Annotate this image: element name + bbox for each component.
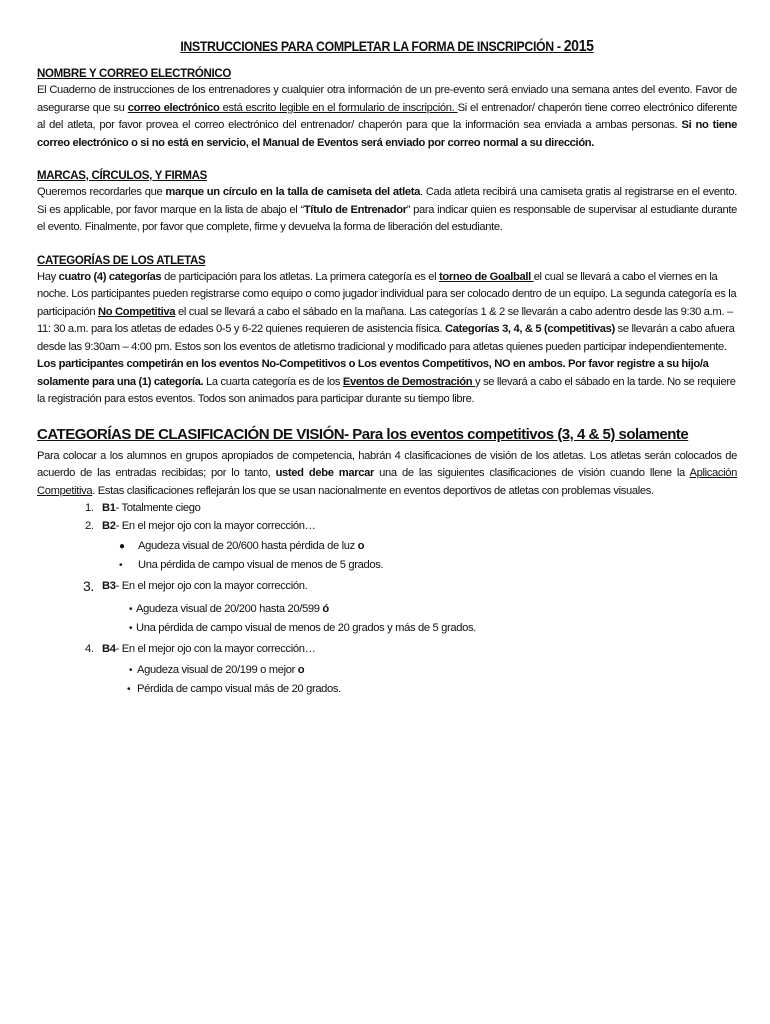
bullet-icon: ●	[119, 541, 125, 552]
bullet-list	[37, 537, 737, 575]
list-item	[37, 578, 737, 596]
bullet-item	[37, 537, 737, 556]
section-paragraph	[37, 448, 737, 501]
class-code: B1	[102, 502, 116, 514]
text-run: El Cuaderno de instrucciones de los entrenadores y cualquier otra información de un pre-evento será enviado una semana antes del evento. Favor de asegurarse que su	[37, 84, 737, 114]
bullet-item	[37, 680, 737, 699]
text-run: . Cada atleta recibirá una camiseta gratis al registrarse en el evento. Si es applicable, por favor marque en la lista de abajo el “	[37, 186, 737, 216]
bullet-text: Pérdida de campo visual más de 20 grados.	[137, 683, 341, 695]
bullet-item	[37, 600, 737, 619]
bullet-list	[37, 661, 737, 699]
text-run-bold: Si no tiene correo electrónico o si no está en servicio, el Manual de Eventos será enviado por correo normal a su dirección.	[37, 119, 737, 149]
bullet-text: Una pérdida de campo visual de menos de 20 grados y más de 5 grados.	[136, 621, 477, 634]
bullet-text-bold: o	[357, 540, 365, 552]
bullet-text: Agudeza visual de 20/200 hasta 20/599	[136, 602, 323, 615]
list-number: 3.	[83, 578, 94, 594]
section-paragraph	[37, 269, 737, 409]
text-run: Hay	[37, 270, 59, 283]
class-description: - En el mejor ojo con la mayor corrección.	[115, 580, 308, 592]
text-run-bold-underline: correo electrónico	[127, 101, 220, 114]
bullet-icon: •	[127, 684, 131, 695]
text-run: La cuarta categoría es de los	[203, 375, 343, 388]
text-run: se llevarán a cabo afuera desde las 9:30am – 4:00 pm. Estos son los eventos de atletismo tradicional y modificado para atletas quienes pueden participar independientemente.	[37, 323, 735, 353]
classification-list	[37, 500, 737, 699]
class-description: - En el mejor ojo con la mayor corrección…	[115, 519, 316, 532]
bullet-icon: •	[119, 560, 123, 571]
list-number: 4.	[85, 642, 94, 655]
text-run: una de las siguientes clasificaciones de visión cuando llene la	[373, 467, 690, 479]
text-run-bold-underline: torneo de Goalball	[439, 270, 534, 283]
section-heading: CATEGORÍAS DE LOS ATLETAS	[37, 254, 206, 267]
bullet-text: Agudeza visual de 20/199 o mejor	[137, 664, 298, 676]
section-heading: NOMBRE Y CORREO ELECTRÓNICO	[37, 68, 232, 80]
class-code: B2	[102, 519, 116, 532]
section-heading: MARCAS, CÍRCULOS, Y FIRMAS	[37, 170, 208, 182]
text-run: de participación para los atletas. La primera categoría es el	[161, 270, 440, 283]
text-run-bold: marque un círculo en la talla de camiseta del atleta	[165, 186, 420, 198]
title-text: INSTRUCCIONES PARA COMPLETAR LA FORMA DE INSCRIPCIÓN -	[180, 38, 561, 54]
bullet-icon: •	[129, 665, 133, 676]
bullet-text-bold: ó	[322, 602, 329, 615]
text-run: y se llevará a cabo el sábado en la tarde. No se requiere la registración para estos eventos. Todos son animados para participar durante su tiempo libre.	[37, 375, 736, 405]
text-run: ” para indicar quien es responsable de supervisar al estudiante durante el evento. Finalmente, por favor que complete, firme y devuelva la forma de liberación del estudiante.	[37, 203, 737, 233]
text-run-underline: está escrito legible en el formulario de inscripción.	[219, 101, 458, 114]
bullet-text-bold: o	[297, 664, 305, 676]
text-run: Queremos recordarles que	[37, 186, 166, 198]
document-page	[37, 38, 737, 699]
text-run-bold: usted debe marcar	[275, 467, 374, 479]
text-run-bold-underline: Eventos de Demostración	[342, 375, 476, 388]
text-run-underline: Aplicación Competitiva	[37, 467, 737, 497]
text-run-bold-underline: No Competitiva	[98, 305, 176, 318]
text-run: Para colocar a los alumnos en grupos apropiados de competencia, habrán 4 clasificaciones de visión de los atletas. Los atletas serán colocados de acuerdo de las entradas recibidas; por lo tanto,	[37, 449, 737, 479]
list-item	[37, 518, 737, 536]
text-run-bold: Los participantes competirán en los eventos No-Competitivos o Los eventos Competitivos, NO en ambos. Por favor registre a su hijo/a solamente para una (1) categoría.	[37, 358, 709, 388]
text-run-bold: cuatro (4) categorías	[58, 270, 162, 283]
text-run: . Estas clasificaciones reflejarán los que se usan nacionalmente en eventos deportivos de atletas con problemas visuales.	[92, 484, 654, 497]
bullet-icon: •	[129, 622, 133, 634]
section-athlete-categories	[37, 253, 737, 409]
bullet-item	[37, 619, 737, 638]
section-paragraph	[37, 184, 737, 237]
text-run: el cual se llevará a cabo el sábado en la mañana. Las categorías 1 & 2 se llevarán a cabo adentro desde las 9:30 a.m. – 11: 30 a.m. para los atletas de edades 0-5 y 6-22 quienes requieren de asistencia física.	[37, 305, 733, 335]
class-code: B3	[102, 580, 116, 592]
title-year: 2015	[563, 38, 594, 55]
class-code: B4	[102, 642, 116, 655]
document-title	[79, 38, 695, 56]
text-run-bold: Categorías 3, 4, & 5 (competitivas)	[444, 323, 615, 335]
section-marks-circles-signatures	[37, 168, 737, 237]
text-run: el cual se llevará a cabo el viernes en la noche. Los participantes pueden registrarse como equipo o como jugador individual para ser colocado dentro de un equipo. La segunda categoría es la participación	[37, 270, 737, 318]
class-description: - Totalmente ciego	[115, 502, 201, 514]
text-run-bold: Título de Entrenador	[303, 203, 407, 216]
section-vision-classification	[37, 425, 737, 700]
bullet-list	[37, 600, 737, 638]
section-paragraph	[37, 82, 737, 152]
section-heading-large: CATEGORÍAS DE CLASIFICACIÓN DE VISIÓN- Para los eventos competitivos (3, 4 & 5) solamente	[37, 425, 689, 443]
bullet-text: Una pérdida de campo visual de menos de 5 grados.	[138, 559, 384, 571]
bullet-item	[37, 556, 737, 575]
text-run: Si el entrenador/ chaperón tiene correo electrónico diferente al del atleta, por favor provea el correo electrónico del entrenador/ chaperón para que la información sea enviada a ambas personas.	[37, 101, 738, 131]
list-item	[37, 500, 737, 518]
section-name-email	[37, 66, 737, 152]
list-number: 1.	[85, 502, 94, 514]
list-number: 2.	[85, 519, 94, 532]
bullet-item	[37, 661, 737, 680]
list-item	[37, 641, 737, 659]
bullet-text: Agudeza visual de 20/600 hasta pérdida de luz	[138, 540, 358, 552]
class-description: - En el mejor ojo con la mayor corrección…	[115, 642, 316, 655]
bullet-icon: •	[129, 603, 133, 615]
